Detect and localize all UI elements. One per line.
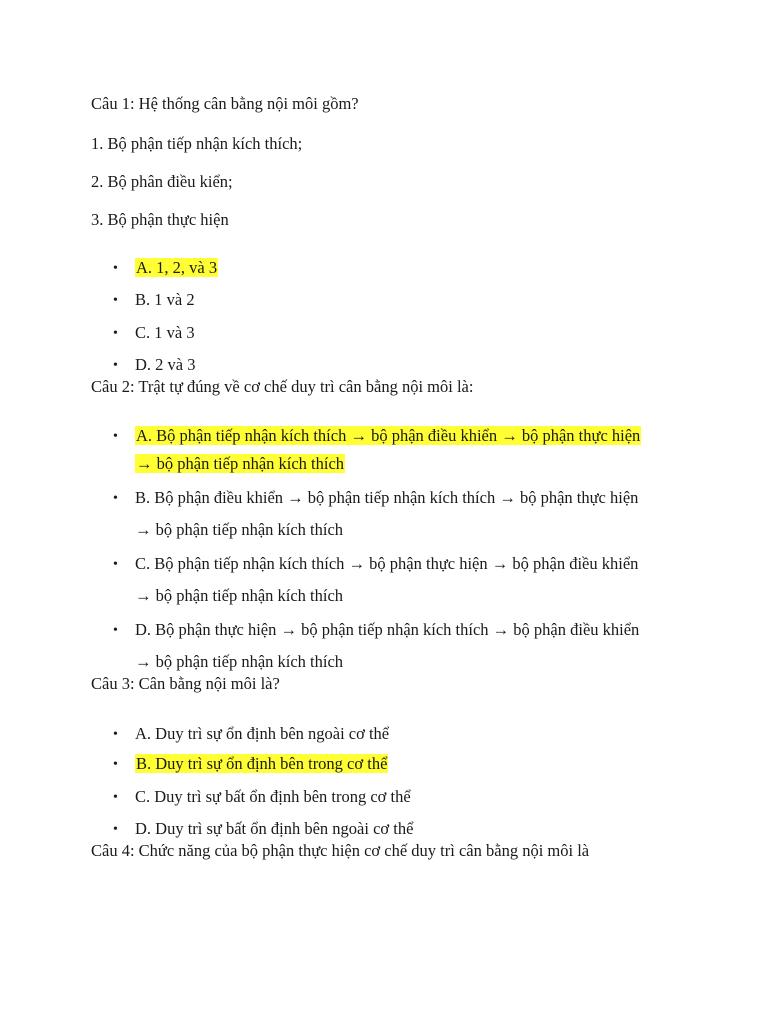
question-3-option-b xyxy=(135,753,388,775)
question-2-option-a-line-1 xyxy=(135,425,641,447)
question-2-title: Câu 2: Trật tự đúng về cơ chế duy trì cân bằng nội môi là: xyxy=(91,377,474,396)
answer-highlight: A. 1, 2, và 3 xyxy=(136,258,218,277)
question-2-option-b-line-1: B. Bộ phận điều khiển → bộ phận tiếp nhận kích thích → bộ phận thực hiện xyxy=(135,488,639,507)
question-3-option-c: C. Duy trì sự bất ổn định bên trong cơ thể xyxy=(135,787,411,806)
question-1-title: Câu 1: Hệ thống cân bằng nội môi gồm? xyxy=(91,94,359,113)
bullet-icon: • xyxy=(113,557,118,572)
question-1-statement-1: 1. Bộ phận tiếp nhận kích thích; xyxy=(91,134,303,153)
question-1-statement-3: 3. Bộ phận thực hiện xyxy=(91,210,229,229)
question-2-option-a-line-2 xyxy=(135,453,345,475)
question-1-option-d: D. 2 và 3 xyxy=(135,355,196,374)
bullet-icon: • xyxy=(113,358,118,373)
question-4-title: Câu 4: Chức năng của bộ phận thực hiện cơ chế duy trì cân bằng nội môi là xyxy=(91,841,590,860)
bullet-icon: • xyxy=(113,326,118,341)
question-1-option-b: B. 1 và 2 xyxy=(135,290,195,309)
question-3-option-d: D. Duy trì sự bất ổn định bên ngoài cơ thể xyxy=(135,819,414,838)
bullet-icon: • xyxy=(113,790,118,805)
question-2-option-d-line-2: → bộ phận tiếp nhận kích thích xyxy=(135,652,344,671)
question-2-option-c-line-1: C. Bộ phận tiếp nhận kích thích → bộ phận thực hiện → bộ phận điều khiển xyxy=(135,554,639,573)
answer-highlight: A. Bộ phận tiếp nhận kích thích → bộ phận điều khiển → bộ phận thực hiện xyxy=(136,426,641,445)
bullet-icon: • xyxy=(113,429,118,444)
question-2-option-d-line-1: D. Bộ phận thực hiện → bộ phận tiếp nhận kích thích → bộ phận điều khiển xyxy=(135,620,640,639)
question-2-option-c-line-2: → bộ phận tiếp nhận kích thích xyxy=(135,586,344,605)
bullet-icon: • xyxy=(113,491,118,506)
question-1-statement-2: 2. Bộ phân điều kiển; xyxy=(91,172,233,191)
question-1-option-a xyxy=(135,257,218,279)
bullet-icon: • xyxy=(113,757,118,772)
bullet-icon: • xyxy=(113,727,118,742)
answer-highlight: → bộ phận tiếp nhận kích thích xyxy=(136,454,345,473)
bullet-icon: • xyxy=(113,293,118,308)
question-1-option-c: C. 1 và 3 xyxy=(135,323,195,342)
answer-highlight: B. Duy trì sự ổn định bên trong cơ thể xyxy=(136,754,388,773)
bullet-icon: • xyxy=(113,623,118,638)
question-2-option-b-line-2: → bộ phận tiếp nhận kích thích xyxy=(135,520,344,539)
bullet-icon: • xyxy=(113,822,118,837)
bullet-icon: • xyxy=(113,261,118,276)
question-3-option-a: A. Duy trì sự ổn định bên ngoài cơ thể xyxy=(135,724,390,743)
question-3-title: Câu 3: Cân bằng nội môi là? xyxy=(91,674,280,693)
